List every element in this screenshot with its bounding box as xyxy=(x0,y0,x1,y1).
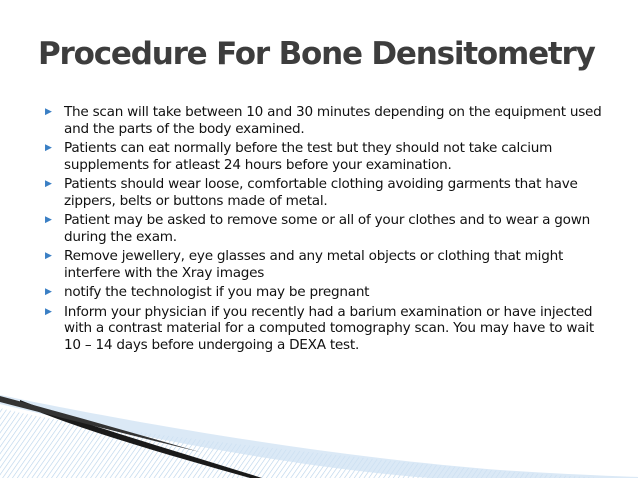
bullet-arrow-icon: ▶ xyxy=(45,143,52,153)
bullet-arrow-icon: ▶ xyxy=(45,107,52,117)
decor-light-swoosh xyxy=(0,395,638,478)
bullet-arrow-icon: ▶ xyxy=(45,287,52,297)
bullet-item xyxy=(44,140,610,173)
bullet-arrow-icon: ▶ xyxy=(45,215,52,225)
bullet-arrow-icon: ▶ xyxy=(45,306,52,317)
decor-hatch-band xyxy=(0,408,600,478)
bullet-item xyxy=(44,304,610,354)
slide-title: Procedure For Bone Densitometry xyxy=(38,36,595,72)
decor-dark-swoosh xyxy=(20,400,262,478)
bullet-text: The scan will take between 10 and 30 minutes depending on the equipment used and the parts of the body examined. xyxy=(64,104,602,137)
bullet-text: notify the technologist if you may be pregnant xyxy=(64,284,370,300)
bullet-arrow-icon: ▶ xyxy=(45,251,52,261)
bullet-arrow-icon: ▶ xyxy=(45,179,52,189)
bullet-item xyxy=(44,104,610,137)
bullet-text: Patient may be asked to remove some or all of your clothes and to wear a gown during the exam. xyxy=(64,212,590,245)
bullet-list xyxy=(44,104,610,356)
decor-dark-swoosh-tail xyxy=(0,396,200,452)
bullet-item xyxy=(44,176,610,209)
bullet-item xyxy=(44,248,610,281)
bullet-text: Inform your physician if you recently had a barium examination or have injected with a contrast material for a computed tomography scan. You may have to wait 10 – 14 days before undergoing a DEXA test. xyxy=(64,303,594,353)
bullet-item xyxy=(44,212,610,245)
bullet-text: Remove jewellery, eye glasses and any metal objects or clothing that might interfere with the Xray images xyxy=(64,248,564,281)
bullet-text: Patients should wear loose, comfortable clothing avoiding garments that have zippers, belts or buttons made of metal. xyxy=(64,176,578,209)
bullet-text: Patients can eat normally before the test but they should not take calcium supplements for atleast 24 hours before your examination. xyxy=(64,140,553,173)
bullet-item xyxy=(44,284,610,301)
